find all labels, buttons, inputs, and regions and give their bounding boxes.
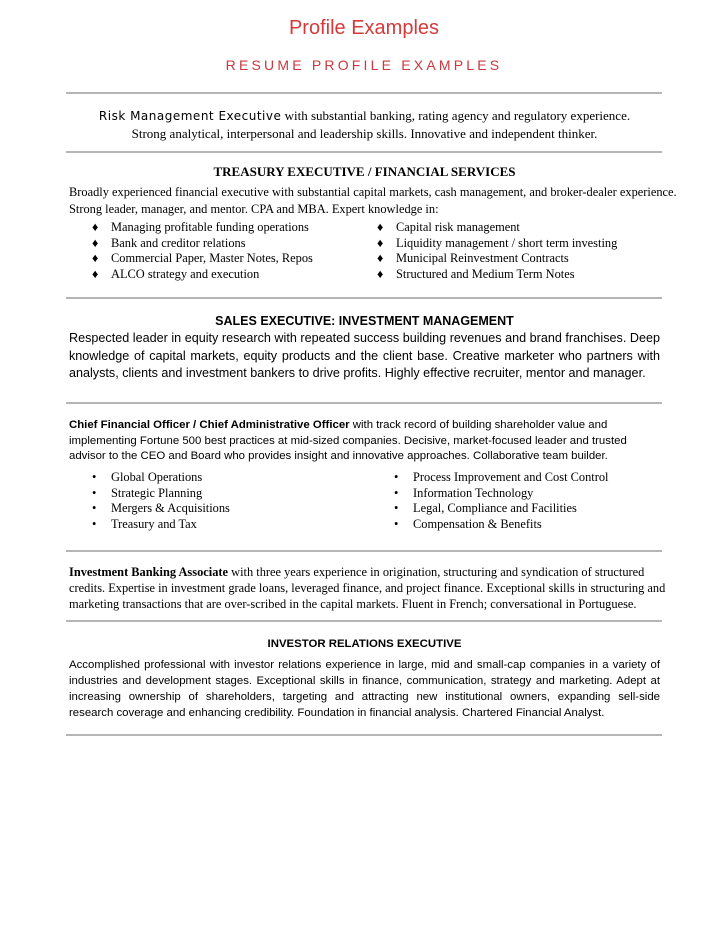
sales-heading: SALES EXECUTIVE: INVESTMENT MANAGEMENT [215, 314, 514, 328]
divider [66, 402, 662, 404]
list-item: ♦ Structured and Medium Term Notes [377, 266, 575, 281]
diamond-bullet-icon: ♦ [377, 220, 384, 234]
diamond-bullet-icon: ♦ [377, 235, 384, 250]
treasury-line2: Strong leader, manager, and mentor. CPA and MBA. Expert knowledge in: [69, 202, 439, 216]
diamond-bullet-icon: ♦ [92, 220, 99, 234]
treasury-right-list [377, 220, 618, 282]
divider [66, 620, 662, 622]
cfo-left-list [92, 470, 230, 532]
dot-bullet-icon: • [92, 470, 97, 484]
list-item: ♦ Municipal Reinvestment Contracts [377, 251, 569, 265]
list-item: ♦ ALCO strategy and execution [92, 266, 260, 281]
divider [66, 297, 662, 299]
risk-lead: Risk Management Executive [98, 109, 282, 123]
treasury-left-list [92, 220, 313, 282]
banking-line1: with three years experience in origination, structuring and syndication of structured [228, 565, 645, 579]
divider [66, 734, 662, 736]
dot-bullet-icon: • [394, 501, 399, 515]
cfo-right-list [394, 470, 609, 532]
list-item: • Compensation & Benefits [394, 516, 542, 531]
list-item: • Treasury and Tax [92, 516, 197, 531]
risk-line1: with substantial banking, rating agency and regulatory experience. [281, 108, 631, 123]
divider [66, 151, 662, 153]
ir-line2: industries and development stages. Exceptional skills in finance, communication, strategy and marketing. Adept at [69, 675, 660, 687]
ir-line1: Accomplished professional with investor relations experience in large, mid and small-cap companies in a variety of [69, 659, 660, 671]
investor-relations-heading: INVESTOR RELATIONS EXECUTIVE [267, 638, 462, 650]
list-item: • Global Operations [92, 470, 203, 484]
page-subtitle: RESUME PROFILE EXAMPLES [225, 57, 503, 73]
ir-line4: research coverage and enhancing credibility. Foundation in financial analysis. Chartered Financial Analyst. [69, 707, 605, 719]
list-item: ♦ Liquidity management / short term investing [377, 235, 618, 250]
dot-bullet-icon: • [394, 485, 399, 500]
cfo-line1: with track record of building shareholder value and [349, 419, 608, 431]
dot-bullet-icon: • [394, 470, 399, 484]
banking-lead: Investment Banking Associate [69, 565, 229, 579]
treasury-line1: Broadly experienced financial executive with substantial capital markets, cash management, and broker-dealer experience. [69, 185, 677, 199]
list-item: • Strategic Planning [92, 485, 203, 500]
divider [66, 550, 662, 552]
divider [66, 92, 662, 94]
diamond-bullet-icon: ♦ [92, 251, 99, 265]
risk-management-profile [69, 107, 660, 142]
dot-bullet-icon: • [394, 516, 399, 531]
diamond-bullet-icon: ♦ [377, 251, 384, 265]
cfo-lead: Chief Financial Officer / Chief Administrative Officer [69, 419, 350, 431]
list-item: • Mergers & Acquisitions [92, 501, 230, 515]
page-title: Profile Examples [288, 17, 440, 39]
list-item: ♦ Capital risk management [377, 220, 520, 234]
dot-bullet-icon: • [92, 485, 97, 500]
treasury-summary [69, 184, 677, 218]
list-item: ♦ Managing profitable funding operations [92, 220, 309, 234]
risk-line2: Strong analytical, interpersonal and leadership skills. Innovative and independent thinker. [131, 126, 598, 141]
list-item: ♦ Bank and creditor relations [92, 235, 246, 250]
diamond-bullet-icon: ♦ [92, 235, 99, 250]
sales-line1: Respected leader in equity research with repeated success building revenues and brand franchises. Deep [69, 331, 660, 345]
diamond-bullet-icon: ♦ [377, 266, 384, 281]
dot-bullet-icon: • [92, 501, 97, 515]
cfo-line2: implementing Fortune 500 best practices at mid-sized companies. Decisive, market-focused leader and trusted [69, 434, 627, 447]
sales-summary [69, 330, 660, 383]
investor-relations-summary [69, 657, 660, 721]
list-item: • Legal, Compliance and Facilities [394, 501, 577, 515]
list-item: • Process Improvement and Cost Control [394, 470, 609, 484]
cfo-line3: advisor to the CEO and Board who provides insight and innovative approaches. Collaborative team builder. [69, 450, 608, 462]
ir-line3: increasing ownership of shareholders, targeting and attracting new institutional owners, expanding sell-side [69, 691, 660, 703]
cfo-summary [69, 418, 660, 465]
list-item: ♦ Commercial Paper, Master Notes, Repos [92, 251, 313, 265]
treasury-heading: TREASURY EXECUTIVE / FINANCIAL SERVICES [213, 164, 516, 179]
diamond-bullet-icon: ♦ [92, 266, 99, 281]
banking-line2: credits. Expertise in investment grade loans, leveraged finance, and project finance. Exceptional skills in structuring and [69, 581, 666, 595]
banking-line3: marketing transactions that are over-scribed in the capital markets. Fluent in French; conversational in Portuguese. [69, 597, 637, 611]
investment-banking-summary [69, 564, 666, 612]
list-item: • Information Technology [394, 485, 534, 500]
sales-line2: knowledge of capital markets, equity products and the client base. Creative marketer who partners with [69, 348, 660, 363]
sales-line3: analysts, clients and investment bankers to drive profits. Highly effective recruiter, mentor and manager. [69, 366, 646, 380]
dot-bullet-icon: • [92, 516, 97, 531]
